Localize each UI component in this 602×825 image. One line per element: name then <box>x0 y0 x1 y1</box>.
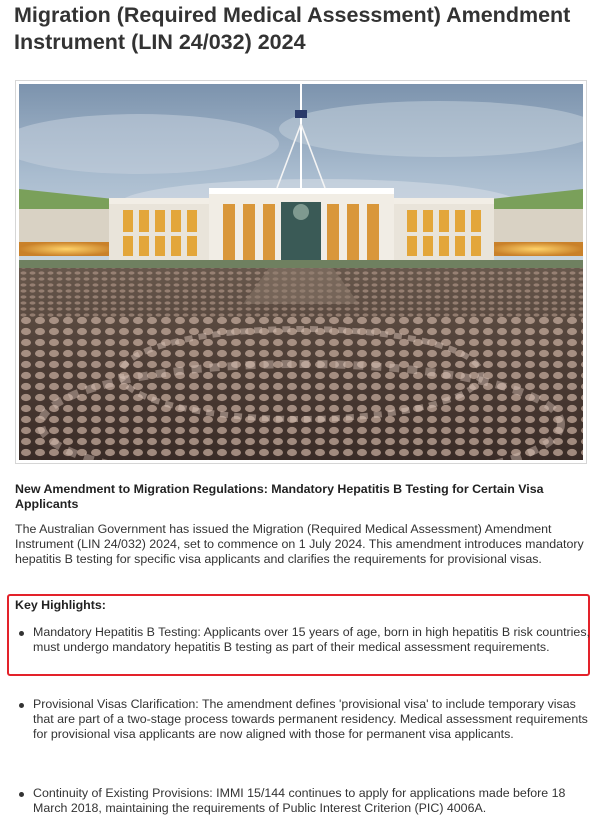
bullet-icon <box>19 703 24 708</box>
highlight-item-provisional-visas <box>15 697 590 742</box>
highlight-item-hepatitis-b <box>15 625 590 655</box>
highlight-item-text: Provisional Visas Clarification: The amendment defines 'provisional visa' to include temporary visas that are part of a two-stage process towards permanent residency. Medical assessment requirements for provisional visa applicants are now aligned with those for permanent visa applicants. <box>33 697 588 741</box>
parliament-house-image <box>19 84 583 460</box>
page-title: Migration (Required Medical Assessment) Amendment Instrument (LIN 24/032) 2024 <box>14 3 571 54</box>
parliament-house-photo <box>15 80 587 464</box>
highlight-item-continuity <box>15 786 590 816</box>
bullet-icon <box>19 792 24 797</box>
bullet-icon <box>19 631 24 636</box>
highlight-item-text: Mandatory Hepatitis B Testing: Applicants over 15 years of age, born in high hepatitis B risk countries, must undergo mandatory hepatitis B testing as part of their medical assessment requirements. <box>33 625 590 654</box>
intro-paragraph: The Australian Government has issued the Migration (Required Medical Assessment) Amendment Instrument (LIN 24/032) 2024, set to commence on 1 July 2024. This amendment introduces mandatory hepatitis B testing for specific visa applicants and clarifies the requirements for provisional visas. <box>15 522 584 566</box>
highlight-item-text: Continuity of Existing Provisions: IMMI 15/144 continues to apply for applications made before 18 March 2018, maintaining the requirements of Public Interest Criterion (PIC) 4006A. <box>33 786 566 815</box>
key-highlights-heading: Key Highlights: <box>15 598 106 612</box>
article-subheading: New Amendment to Migration Regulations: Mandatory Hepatitis B Testing for Certain Visa Applicants <box>15 482 544 511</box>
